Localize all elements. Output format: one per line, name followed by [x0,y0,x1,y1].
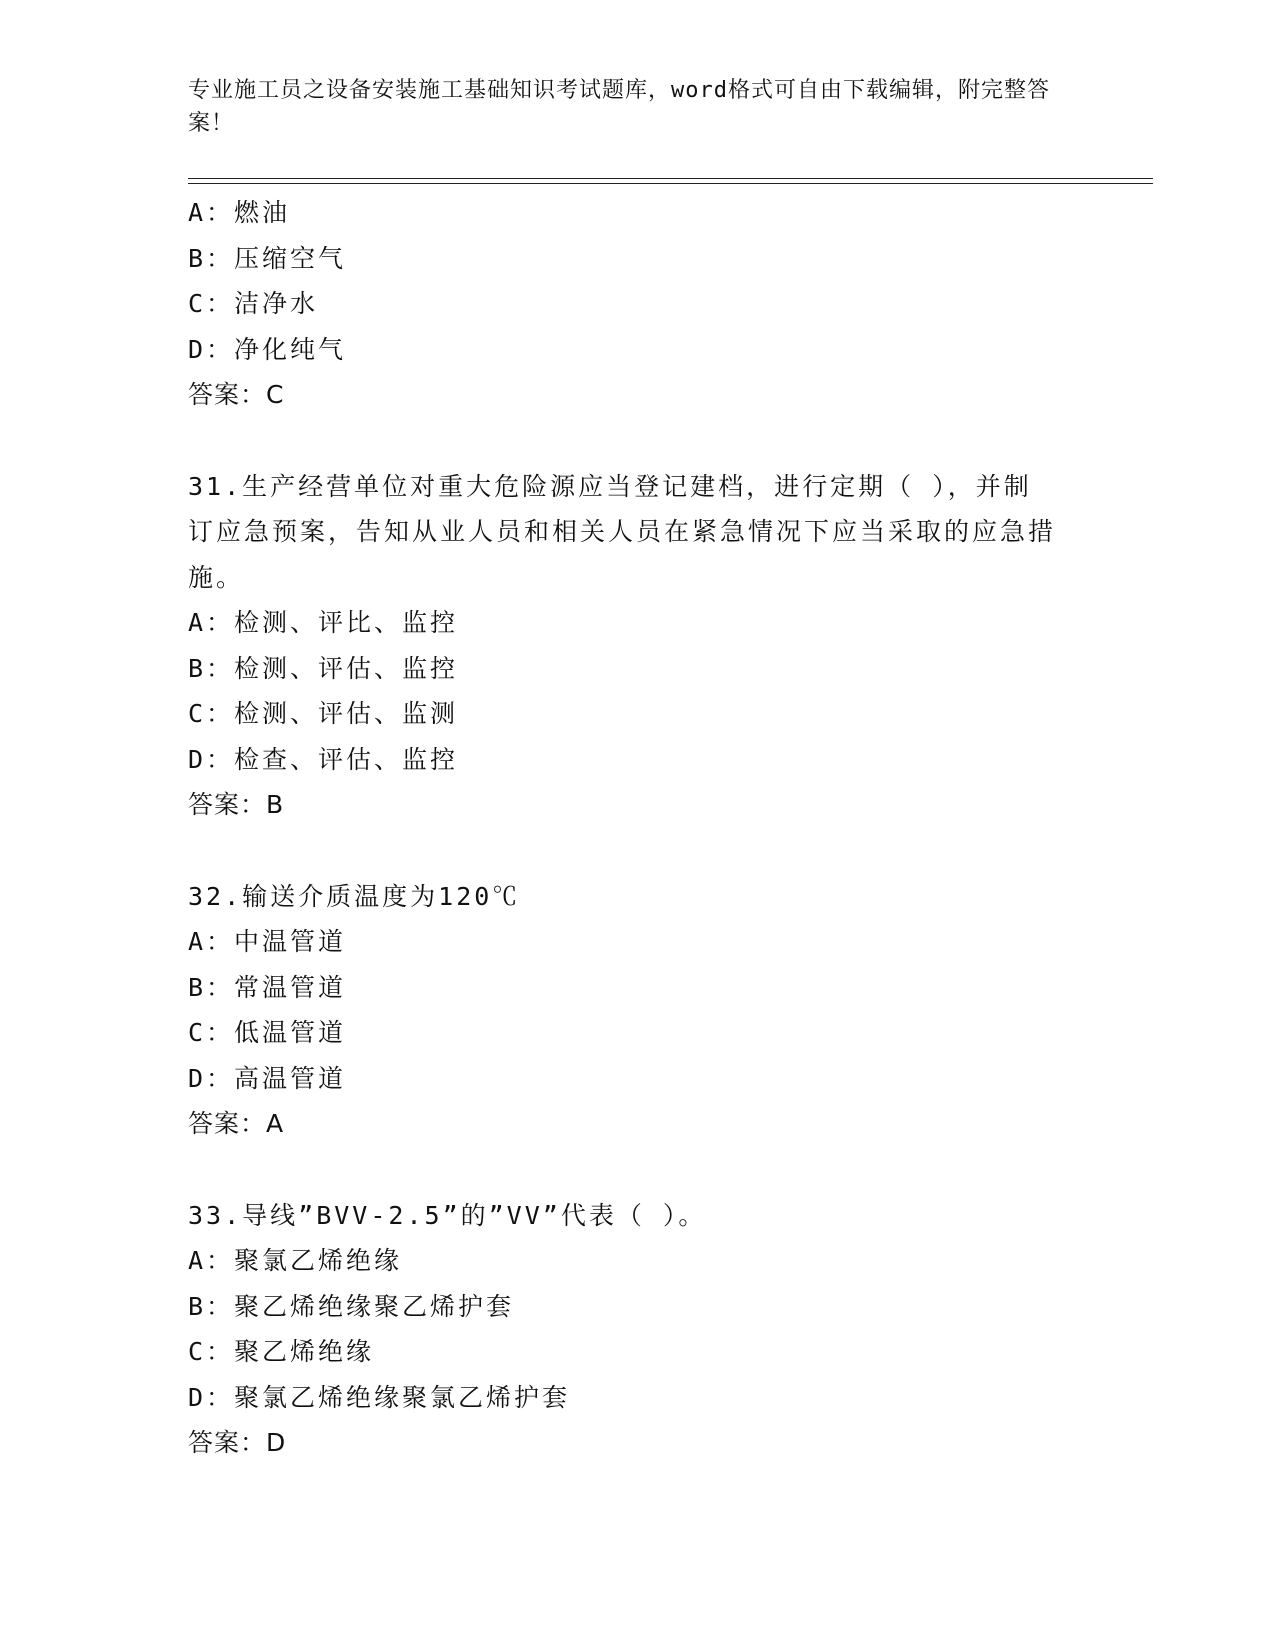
question-block-31 [188,464,1088,828]
option-a: A：聚氯乙烯绝缘 [188,1246,403,1275]
question-block-33 [188,1193,1088,1466]
option-c: C：洁净水 [188,289,319,318]
answer-line: 答案：C [188,380,285,409]
option-d: D：聚氯乙烯绝缘聚氯乙烯护套 [188,1382,571,1412]
option-a: A：燃油 [188,198,291,227]
option-c: C：检测、评估、监测 [188,699,459,728]
header-rule-top [188,178,1153,179]
option-a: A：检测、评比、监控 [188,608,459,637]
option-d: D：净化纯气 [188,334,347,364]
option-b: B：聚乙烯绝缘聚乙烯护套 [188,1291,515,1321]
answer-line: 答案：D [188,1428,287,1457]
answer-line: 答案：A [188,1109,285,1138]
option-a: A：中温管道 [188,927,347,956]
option-b: B：压缩空气 [188,243,347,273]
question-text: 32.输送介质温度为120℃ [188,881,521,911]
question-block-32 [188,874,1088,1147]
question-block-prev [188,190,1088,418]
option-b: B：常温管道 [188,972,347,1002]
question-text: 33.导线”BVV-2.5”的”VV”代表（ ）。 [188,1200,707,1230]
option-b: B：检测、评估、监控 [188,653,459,683]
answer-line: 答案：B [188,790,285,819]
question-list [188,190,1088,1466]
option-d: D：高温管道 [188,1063,347,1093]
question-text: 31.生产经营单位对重大危险源应当登记建档，进行定期（ ），并制订应急预案，告知从业人员和相关人员在紧急情况下应当采取的应急措施。 [188,471,1057,592]
option-d: D：检查、评估、监控 [188,744,459,774]
option-c: C：聚乙烯绝缘 [188,1337,375,1366]
document-header: 专业施工员之设备安装施工基础知识考试题库，word格式可自由下载编辑，附完整答案！ [188,78,1050,136]
option-c: C：低温管道 [188,1018,347,1047]
header-rule-bottom [188,183,1153,184]
